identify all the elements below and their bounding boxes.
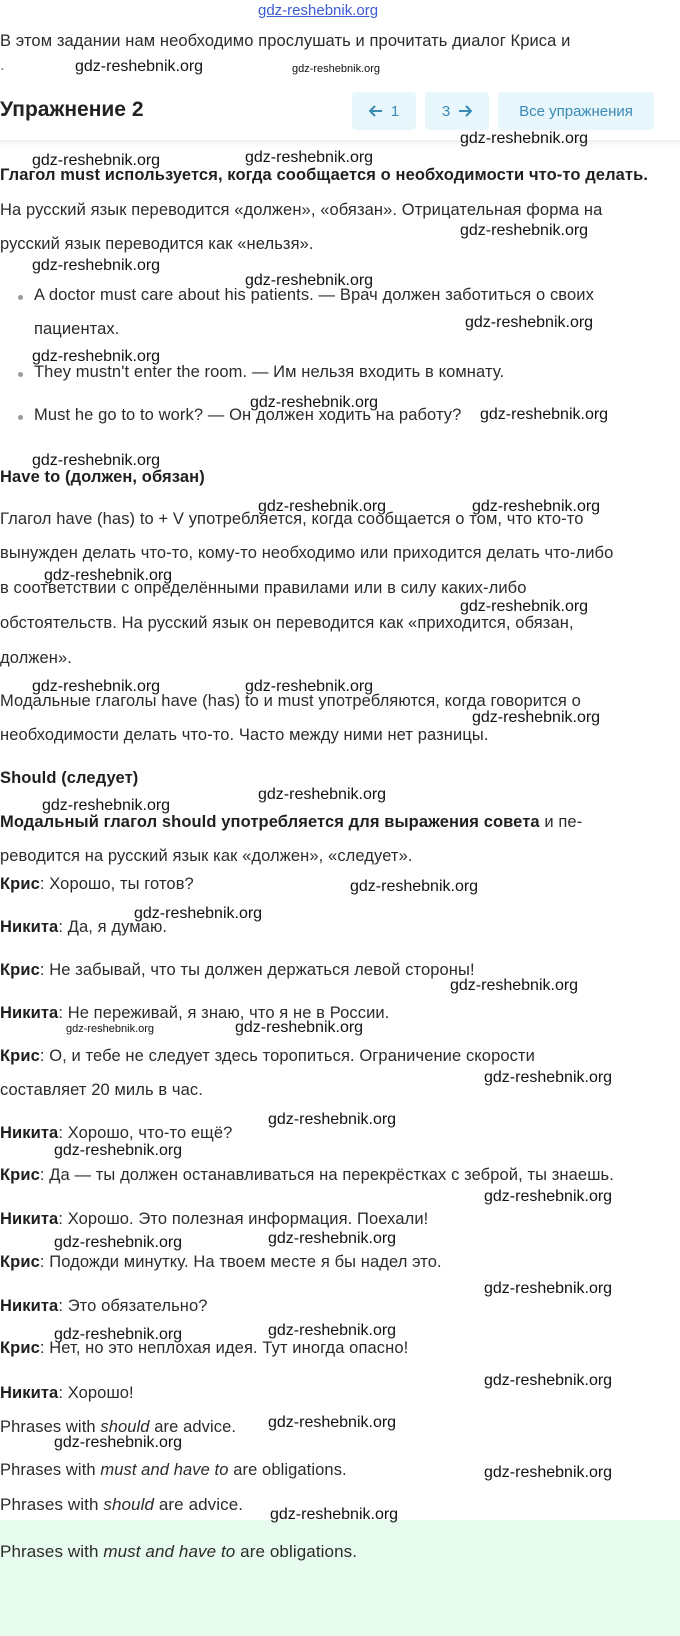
answer-box (0, 1520, 680, 1636)
arrow-left-icon (369, 105, 383, 117)
watermark: gdz-reshebnik.org (42, 797, 171, 814)
have-to-line-4: обстоятельств. На русский язык он переводится как «приходится, обязан, (0, 614, 574, 632)
arrow-right-icon (458, 105, 472, 117)
have-to-heading-text: Have to (должен, обязан) (0, 468, 205, 486)
answer-obligation-em: must and have to (103, 1542, 236, 1561)
must-heading-text: Глагол must используется, когда сообщается о необходимости что-то делать. (0, 166, 649, 184)
should-bold-part: Модальный глагол should употребляется для выражения совета (0, 813, 540, 831)
replica: : Подожди минутку. На твоем месте я бы надел это. (39, 1253, 442, 1271)
dialog-line (0, 1210, 680, 1229)
watermark-top: gdz-reshebnik.org (258, 2, 379, 19)
replica: : Это обязательно? (58, 1297, 208, 1315)
watermark: gdz-reshebnik.org (54, 1142, 183, 1159)
dialog-line (0, 875, 680, 894)
have-to-heading (0, 468, 680, 487)
speaker: Крис (0, 1339, 40, 1357)
bullet-icon (18, 372, 23, 377)
have-to-line-5: должен». (0, 649, 72, 667)
dialog-line (0, 1166, 680, 1185)
bullet-icon (18, 295, 23, 300)
all-exercises-label: Все упражнения (519, 102, 633, 120)
bullet-icon (18, 415, 23, 420)
watermark: gdz-reshebnik.org (250, 394, 379, 411)
watermark: gdz-reshebnik.org (484, 1188, 613, 1205)
have-to-line-2: вынужден делать что-то, кому-то необходимо или приходится делать что-либо (0, 544, 614, 562)
watermark: gdz-reshebnik.org (292, 63, 381, 75)
watermark: gdz-reshebnik.org (54, 1434, 183, 1451)
example-1-line-1: A doctor must care about his patients. — Врач должен заботиться о своих (34, 286, 594, 304)
have-to-line-3: в соответствии с определёнными правилами или в силу каких-либо (0, 579, 527, 597)
watermark: gdz-reshebnik.org (258, 498, 387, 515)
intro-line-1: В этом задании нам необходимо прослушать и прочитать диалог Криса и (0, 32, 571, 50)
watermark: gdz-reshebnik.org (258, 786, 387, 803)
dialog-line (0, 1253, 680, 1272)
replica: : Да — ты должен останавливаться на перекрёстках с зеброй, ты знаешь. (39, 1166, 614, 1184)
watermark: gdz-reshebnik.org (484, 1372, 613, 1389)
replica: : Не забывай, что ты должен держаться левой стороны! (39, 961, 475, 979)
dialog-line (0, 918, 680, 937)
speaker: Никита (0, 1004, 59, 1022)
should-line-2: реводится на русский язык как «должен», «следует». (0, 847, 413, 865)
have-to-line-1: Глагол have (has) to + V употребляется, когда сообщается о том, что кто-то (0, 510, 584, 528)
speaker: Никита (0, 1384, 59, 1402)
watermark: gdz-reshebnik.org (268, 1111, 397, 1128)
replica: : Хорошо, что-то ещё? (58, 1124, 233, 1142)
replica: : Хорошо, ты готов? (39, 875, 194, 893)
should-line-1 (0, 813, 582, 832)
watermark: gdz-reshebnik.org (472, 498, 601, 515)
replica: : Хорошо. Это полезная информация. Поехали! (58, 1210, 429, 1228)
should-rest-part: и пе- (539, 813, 583, 831)
speaker: Крис (0, 1253, 40, 1271)
intro-line-2: . (0, 56, 5, 74)
watermark: gdz-reshebnik.org (460, 130, 589, 147)
speaker: Крис (0, 875, 40, 893)
speaker: Крис (0, 1047, 40, 1065)
watermark: gdz-reshebnik.org (450, 977, 579, 994)
watermark: gdz-reshebnik.org (32, 348, 161, 365)
watermark: gdz-reshebnik.org (245, 272, 374, 289)
dialog-line-2: составляет 20 миль в час. (0, 1081, 203, 1099)
prev-exercise-button[interactable] (352, 92, 416, 130)
watermark: gdz-reshebnik.org (480, 406, 609, 423)
all-exercises-button[interactable] (498, 92, 654, 130)
speaker: Никита (0, 1297, 59, 1315)
watermark: gdz-reshebnik.org (235, 1019, 364, 1036)
must-paragraph-line-1: На русский язык переводится «должен», «обязан». Отрицательная форма на (0, 201, 603, 219)
example-3: Must he go to to work? — Он должен ходить на работу? (34, 406, 462, 424)
replica: : Хорошо! (58, 1384, 134, 1402)
page-title: Упражнение 2 (0, 98, 144, 121)
watermark: gdz-reshebnik.org (32, 152, 161, 169)
watermark: gdz-reshebnik.org (32, 452, 161, 469)
speaker: Крис (0, 961, 40, 979)
phrase-advice: Phrases with should are advice. (0, 1418, 237, 1436)
watermark: gdz-reshebnik.org (460, 598, 589, 615)
watermark: gdz-reshebnik.org (472, 709, 601, 726)
replica: : Не переживай, я знаю, что я не в России. (58, 1004, 390, 1022)
replica: : О, и тебе не следует здесь торопиться. Ограничение скорости (39, 1047, 535, 1065)
speaker: Никита (0, 1124, 59, 1142)
watermark: gdz-reshebnik.org (75, 58, 204, 75)
watermark: gdz-reshebnik.org (245, 149, 374, 166)
watermark: gdz-reshebnik.org (268, 1414, 397, 1431)
must-paragraph-line-2: русский язык переводится как «нельзя». (0, 235, 314, 253)
watermark: gdz-reshebnik.org (484, 1069, 613, 1086)
replica: : Нет, но это неплохая идея. Тут иногда опасно! (39, 1339, 409, 1357)
have-to-p2-line-1: Модальные глаголы have (has) to и must употребляются, когда говорится о (0, 692, 581, 710)
phrase-obligation: Phrases with must and have to are obligations. (0, 1461, 347, 1479)
watermark: gdz-reshebnik.org (32, 257, 161, 274)
replica: : Да, я думаю. (58, 918, 168, 936)
watermark: gdz-reshebnik.org (134, 905, 263, 922)
should-heading-text: Should (следует) (0, 769, 139, 787)
speaker: Никита (0, 1210, 59, 1228)
watermark: gdz-reshebnik.org (245, 678, 374, 695)
watermark: gdz-reshebnik.org (484, 1464, 613, 1481)
watermark: gdz-reshebnik.org (32, 678, 161, 695)
next-exercise-label: 3 (441, 102, 451, 120)
example-2: They mustn't enter the room. — Им нельзя входить в комнату. (34, 363, 505, 381)
watermark: gdz-reshebnik.org (350, 878, 479, 895)
phrase-advice-em: should (100, 1418, 150, 1436)
speaker: Никита (0, 918, 59, 936)
dialog-line (0, 1297, 680, 1316)
watermark: gdz-reshebnik.org (460, 222, 589, 239)
next-exercise-button[interactable] (425, 92, 489, 130)
watermark: gdz-reshebnik.org (54, 1326, 183, 1343)
speaker: Крис (0, 1166, 40, 1184)
watermark: gdz-reshebnik.org (484, 1280, 613, 1297)
answer-advice: Phrases with should are advice. (0, 1495, 244, 1514)
dialog-line-1 (0, 1047, 535, 1066)
watermark: gdz-reshebnik.org (44, 567, 173, 584)
answer-obligation: Phrases with must and have to are obligations. (0, 1542, 358, 1561)
watermark: gdz-reshebnik.org (54, 1234, 183, 1251)
phrase-obligation-em: must and have to (100, 1461, 229, 1479)
have-to-p2-line-2: необходимости делать что-то. Часто между ними нет разницы. (0, 726, 489, 744)
watermark: gdz-reshebnik.org (268, 1230, 397, 1247)
example-1-line-2: пациентах. (34, 320, 120, 338)
watermark: gdz-reshebnik.org (268, 1322, 397, 1339)
watermark: gdz-reshebnik.org (465, 314, 594, 331)
prev-exercise-label: 1 (390, 102, 400, 120)
watermark: gdz-reshebnik.org (66, 1023, 155, 1035)
answer-advice-em: should (103, 1495, 155, 1514)
watermark: gdz-reshebnik.org (270, 1506, 399, 1523)
